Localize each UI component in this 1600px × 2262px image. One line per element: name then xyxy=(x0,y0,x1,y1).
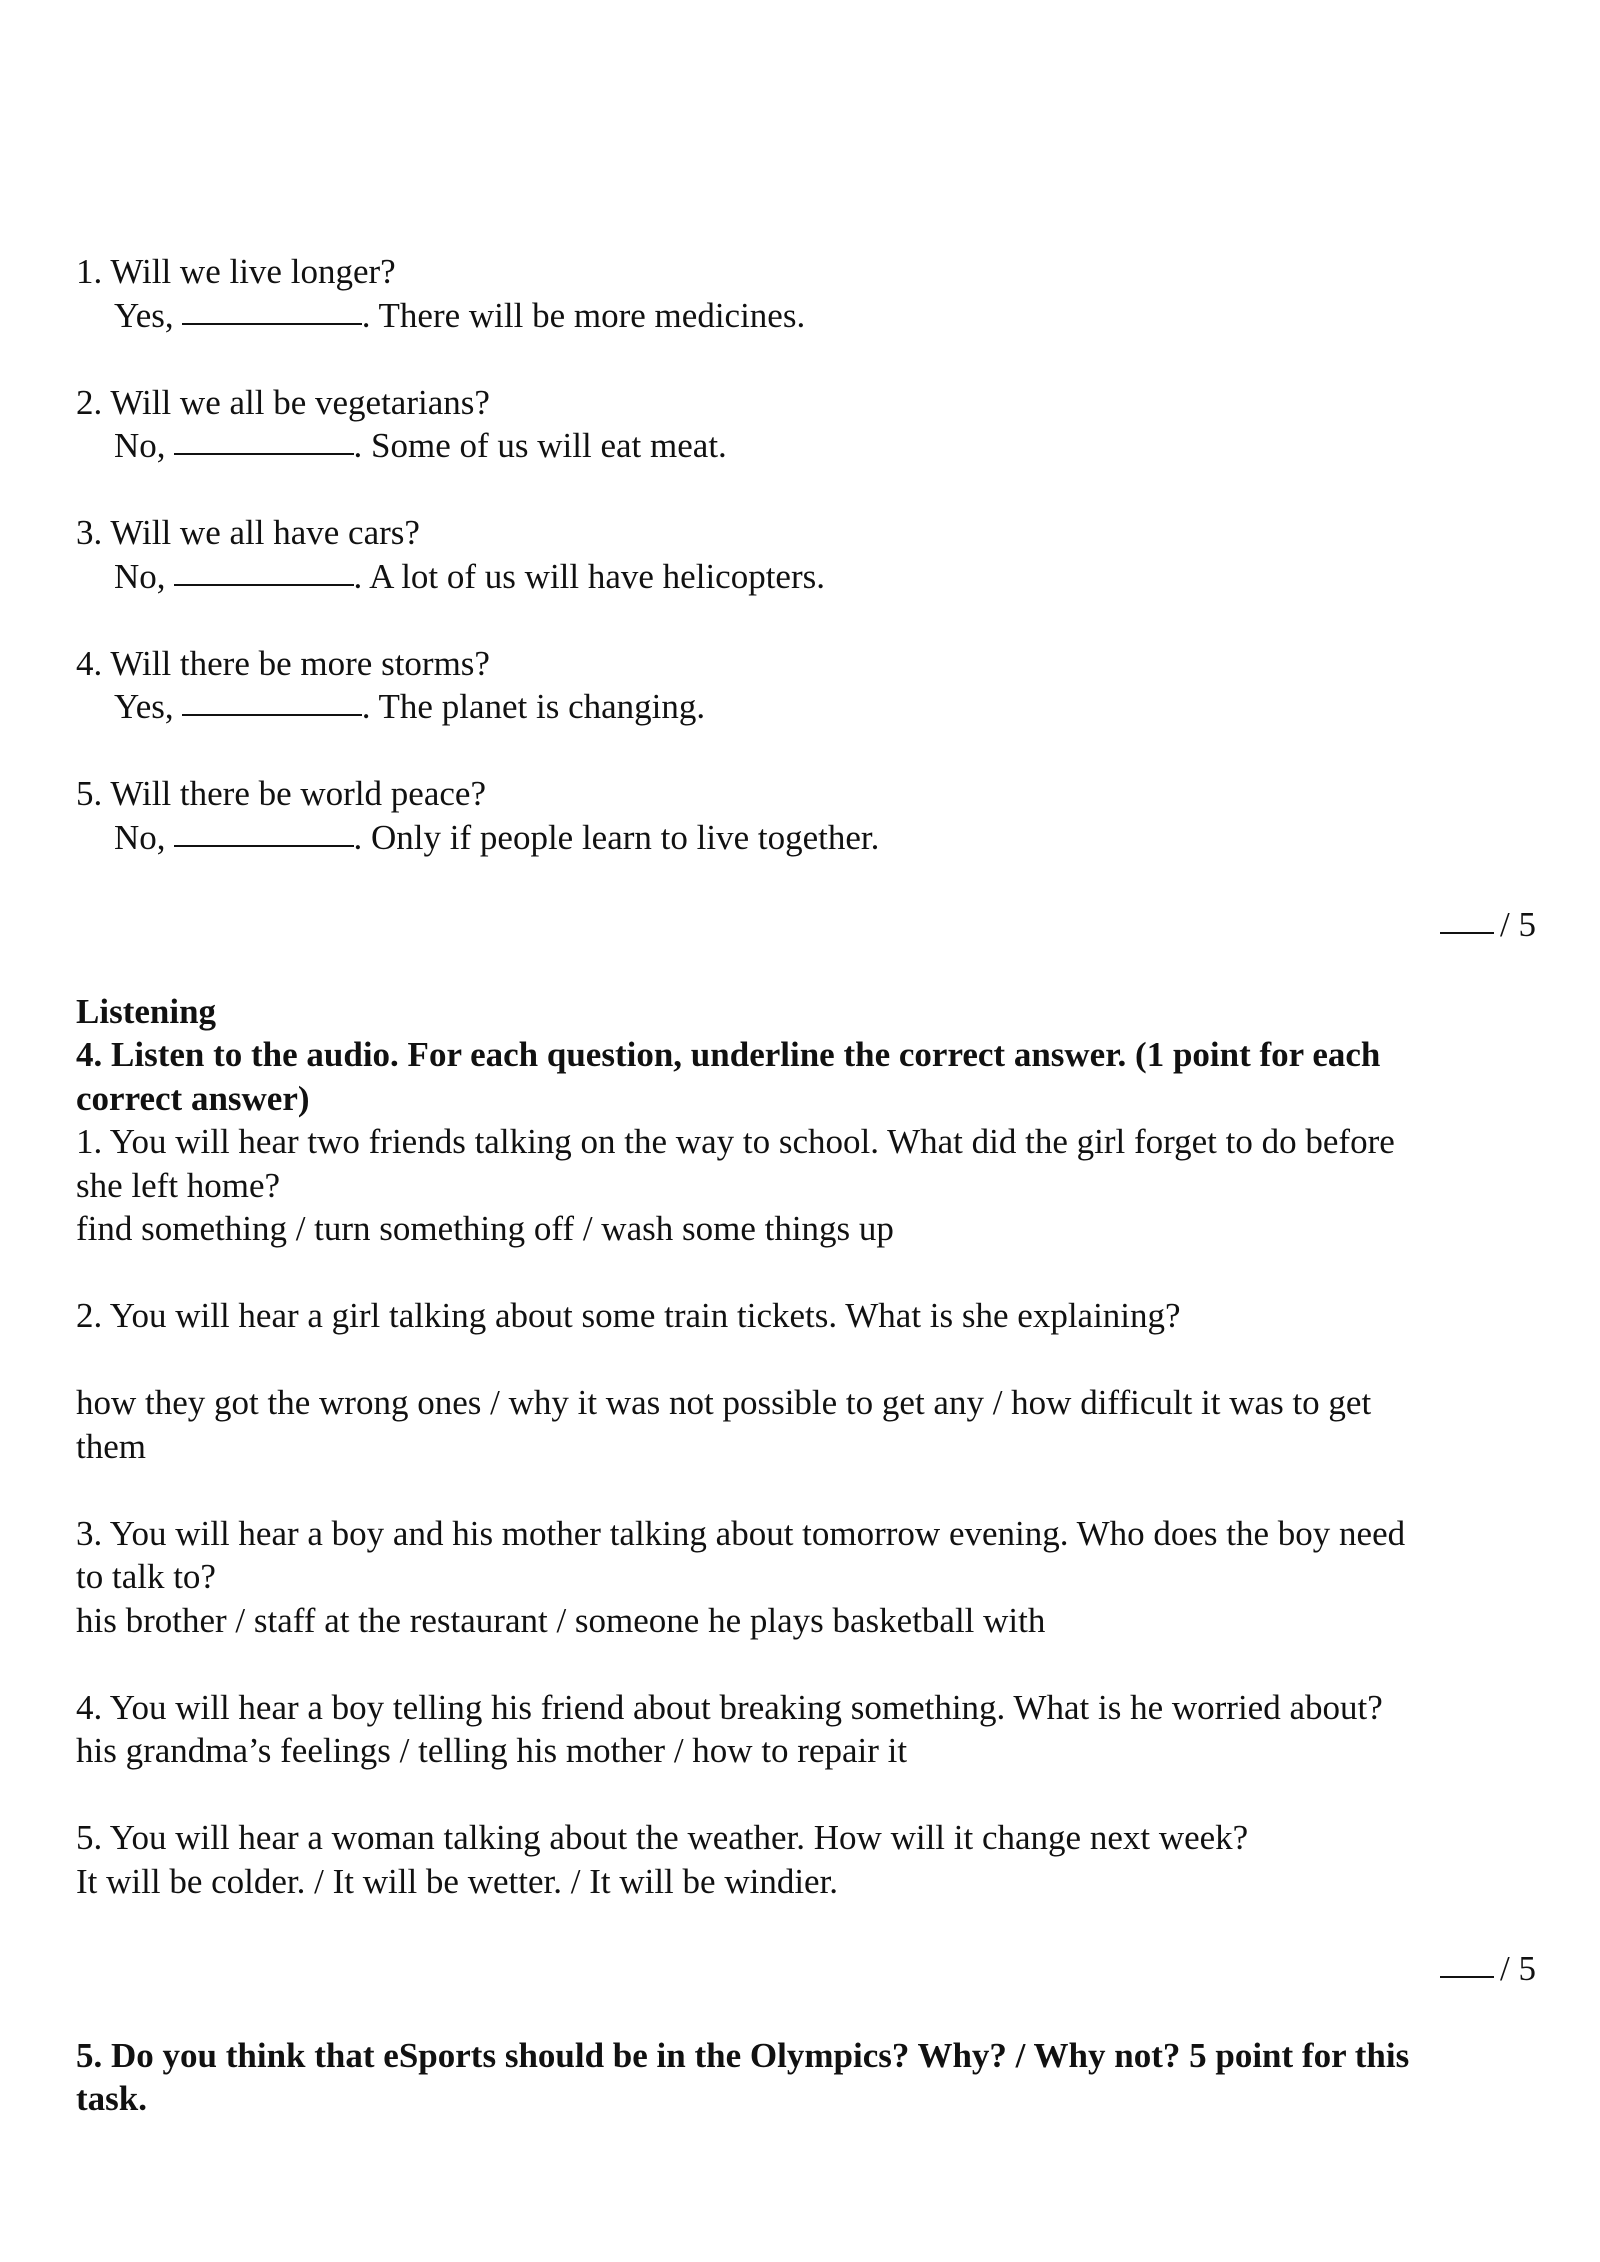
question-5: 5. Will there be world peace? xyxy=(76,774,486,813)
answer-lead: No, xyxy=(114,817,166,857)
exercise-3 xyxy=(76,250,1536,990)
answer-lead: No, xyxy=(114,556,166,596)
answer-line-4 xyxy=(76,685,1536,729)
answer-lead: No, xyxy=(114,426,166,465)
listening-instruction-line-1: 4. Listen to the audio. For each question, underline the correct answer. (1 point for each xyxy=(76,1035,1381,1074)
answer-blank[interactable] xyxy=(174,584,354,586)
listening-options-3[interactable]: his brother / staff at the restaurant / someone he plays basketball with xyxy=(76,1600,1046,1640)
score-total: / 5 xyxy=(1500,904,1536,944)
answer-tail: . The planet is changing. xyxy=(361,687,706,726)
answer-line-3 xyxy=(76,555,1536,599)
answer-line-2 xyxy=(76,424,1536,468)
answer-tail: . There will be more medicines. xyxy=(361,295,806,335)
answer-blank[interactable] xyxy=(182,714,362,716)
question-3: 3. Will we all have cars? xyxy=(76,513,420,552)
score-blank[interactable] xyxy=(1440,932,1494,934)
question-4: 4. Will there be more storms? xyxy=(76,643,490,683)
answer-lead: Yes, xyxy=(114,687,174,726)
listening-options-4[interactable]: his grandma’s feelings / telling his mother / how to repair it xyxy=(76,1731,908,1770)
answer-tail: . A lot of us will have helicopters. xyxy=(353,556,825,596)
listening-options-2-line-1[interactable]: how they got the wrong ones / why it was not possible to get any / how difficult it was to get xyxy=(76,1383,1372,1422)
exercise-5-prompt-line-1: 5. Do you think that eSports should be in the Olympics? Why? / Why not? 5 point for this xyxy=(76,2035,1410,2075)
answer-blank[interactable] xyxy=(174,453,354,455)
listening-options-2-line-2[interactable]: them xyxy=(76,1426,146,1466)
worksheet-content xyxy=(76,250,1536,2121)
listening-options-5[interactable]: It will be colder. / It will be wetter. / It will be windier. xyxy=(76,1861,839,1901)
listening-question-5-line-1: 5. You will hear a woman talking about the weather. How will it change next week? xyxy=(76,1818,1249,1857)
answer-blank[interactable] xyxy=(182,323,362,325)
listening-question-3-line-2: to talk to? xyxy=(76,1557,216,1596)
answer-lead: Yes, xyxy=(114,295,174,335)
listening-heading: Listening xyxy=(76,991,217,1031)
listening-question-4-line-1: 4. You will hear a boy telling his friend about breaking something. What is he worried about? xyxy=(76,1687,1383,1727)
listening-question-1-line-1: 1. You will hear two friends talking on the way to school. What did the girl forget to do before xyxy=(76,1122,1395,1161)
score-blank[interactable] xyxy=(1440,1976,1494,1978)
listening-section xyxy=(76,990,1536,2034)
answer-line-5 xyxy=(76,816,1536,860)
question-1: 1. Will we live longer? xyxy=(76,252,396,291)
listening-score xyxy=(76,1947,1536,1991)
exercise-5 xyxy=(76,2034,1536,2121)
score-total: / 5 xyxy=(1500,1948,1536,1988)
exercise-5-prompt-line-2: task. xyxy=(76,2079,147,2118)
answer-blank[interactable] xyxy=(174,845,354,847)
answer-tail: . Only if people learn to live together. xyxy=(353,817,880,857)
listening-question-1-line-2: she left home? xyxy=(76,1165,281,1205)
exercise-3-score xyxy=(76,903,1536,947)
listening-question-2-line-1: 2. You will hear a girl talking about some train tickets. What is she explaining? xyxy=(76,1296,1181,1335)
listening-instruction-line-2: correct answer) xyxy=(76,1078,310,1118)
answer-line-1 xyxy=(76,294,1536,338)
listening-question-3-line-1: 3. You will hear a boy and his mother talking about tomorrow evening. Who does the boy need xyxy=(76,1513,1406,1553)
question-2: 2. Will we all be vegetarians? xyxy=(76,382,490,422)
listening-options-1[interactable]: find something / turn something off / wash some things up xyxy=(76,1209,894,1248)
answer-tail: . Some of us will eat meat. xyxy=(353,426,727,465)
